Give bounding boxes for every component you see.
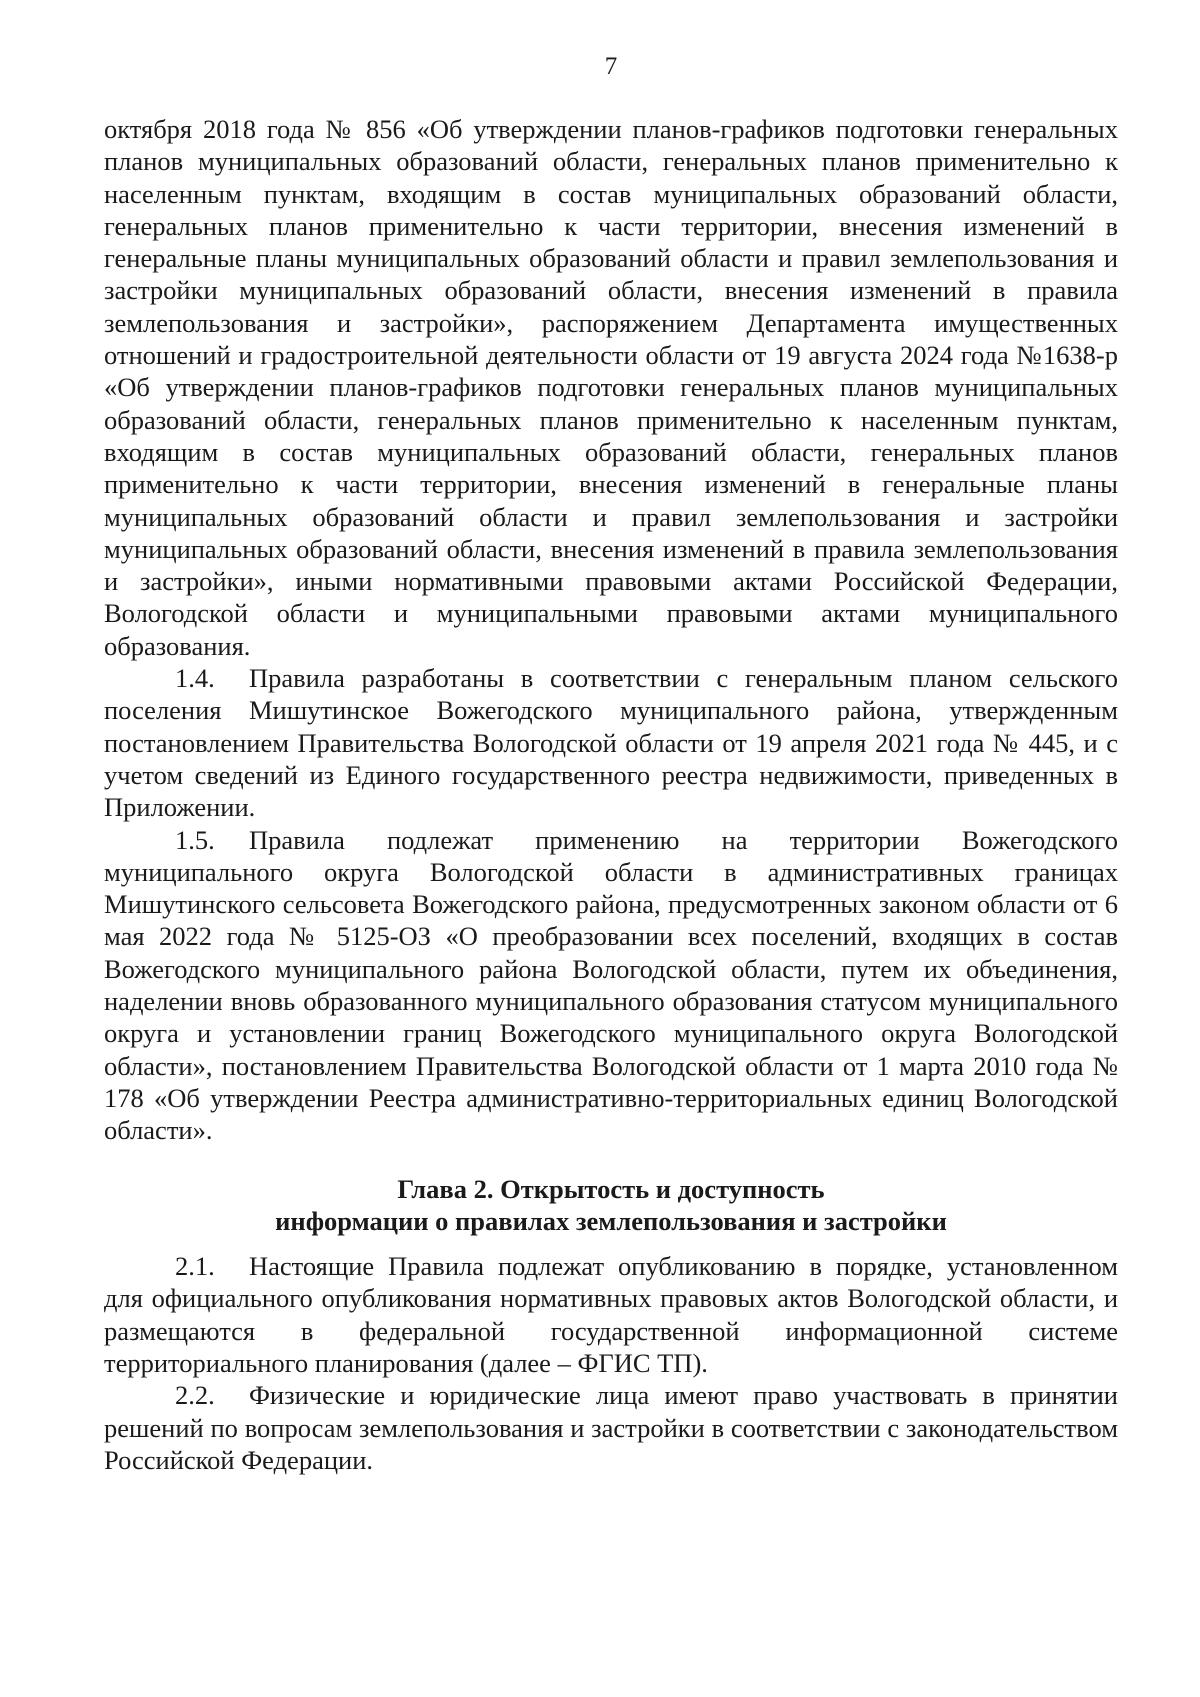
chapter-heading bbox=[104, 1173, 1118, 1238]
continuation-paragraph: октября 2018 года № 856 «Об утверждении планов-графиков подготовки генеральных планов муниципальных образований области, генеральных планов применительно к населенным пунктам, входящим в состав муниципальных образований области, генеральных планов применительно к части территории, внесения изменений в генеральные планы муниципальных образований области и правил землепользования и застройки муниципальных образований области, внесения изменений в правила землепользования и застройки», распоряжением Департамента имущественных отношений и градостроительной деятельности области от 19 августа 2024 года №1638-р «Об утверждении планов-графиков подготовки генеральных планов муниципальных образований области, генеральных планов применительно к населенным пунктам, входящим в состав муниципальных образований области, генеральных планов применительно к части территории, внесения изменений в генеральные планы муниципальных образований области и правил землепользования и застройки муниципальных образований области, внесения изменений в правила землепользования и застройки», иными нормативными правовыми актами Российской Федерации, Вологодской области и муниципальными правовыми актами муниципального образования. bbox=[104, 114, 1118, 661]
clause-2-1 bbox=[104, 1250, 1118, 1379]
clause-text: Настоящие Правила подлежат опубликованию в порядке, установленном для официального опубликования нормативных правовых актов Вологодской области, и размещаются в федеральной государственной информационной системе территориального планирования (далее – ФГИС ТП). bbox=[104, 1251, 1118, 1378]
chapter-title-line-1: Глава 2. Открытость и доступность bbox=[397, 1173, 825, 1204]
clause-1-4 bbox=[104, 662, 1118, 823]
clause-text: Физические и юридические лица имеют право участвовать в принятии решений по вопросам землепользования и застройки в соответствии с законодательством Российской Федерации. bbox=[104, 1380, 1118, 1475]
clause-number: 1.4. bbox=[175, 663, 215, 694]
document-body bbox=[104, 113, 1118, 1476]
clause-number: 2.2. bbox=[175, 1380, 215, 1411]
clause-number: 2.1. bbox=[175, 1251, 215, 1282]
clause-text: Правила подлежат применению на территории Вожегодского муниципального округа Вологодской области в административных границах Мишутинского сельсовета Вожегодского района, предусмотренных законом области от 6 мая 2022 года № 5125-ОЗ «О преобразовании всех поселений, входящих в состав Вожегодского муниципального района Вологодской области, путем их объединения, наделении вновь образованного муниципального образования статусом муниципального округа и установлении границ Вожегодского муниципального округа Вологодской области», постановлением Правительства Вологодской области от 1 марта 2010 года № 178 «Об утверждении Реестра административно-территориальных единиц Вологодской области». bbox=[104, 824, 1118, 1146]
chapter-title-line-2: информации о правилах землепользования и застройки bbox=[275, 1205, 947, 1236]
clause-text: Правила разработаны в соответствии с генеральным планом сельского поселения Мишутинское Вожегодского муниципального района, утвержденным постановлением Правительства Вологодской области от 19 апреля 2021 года № 445, и с учетом сведений из Единого государственного реестра недвижимости, приведенных в Приложении. bbox=[104, 663, 1118, 823]
clause-1-5 bbox=[104, 824, 1118, 1147]
page-number: 7 bbox=[604, 53, 618, 80]
clause-number: 1.5. bbox=[175, 824, 215, 855]
clause-2-2 bbox=[104, 1379, 1118, 1476]
